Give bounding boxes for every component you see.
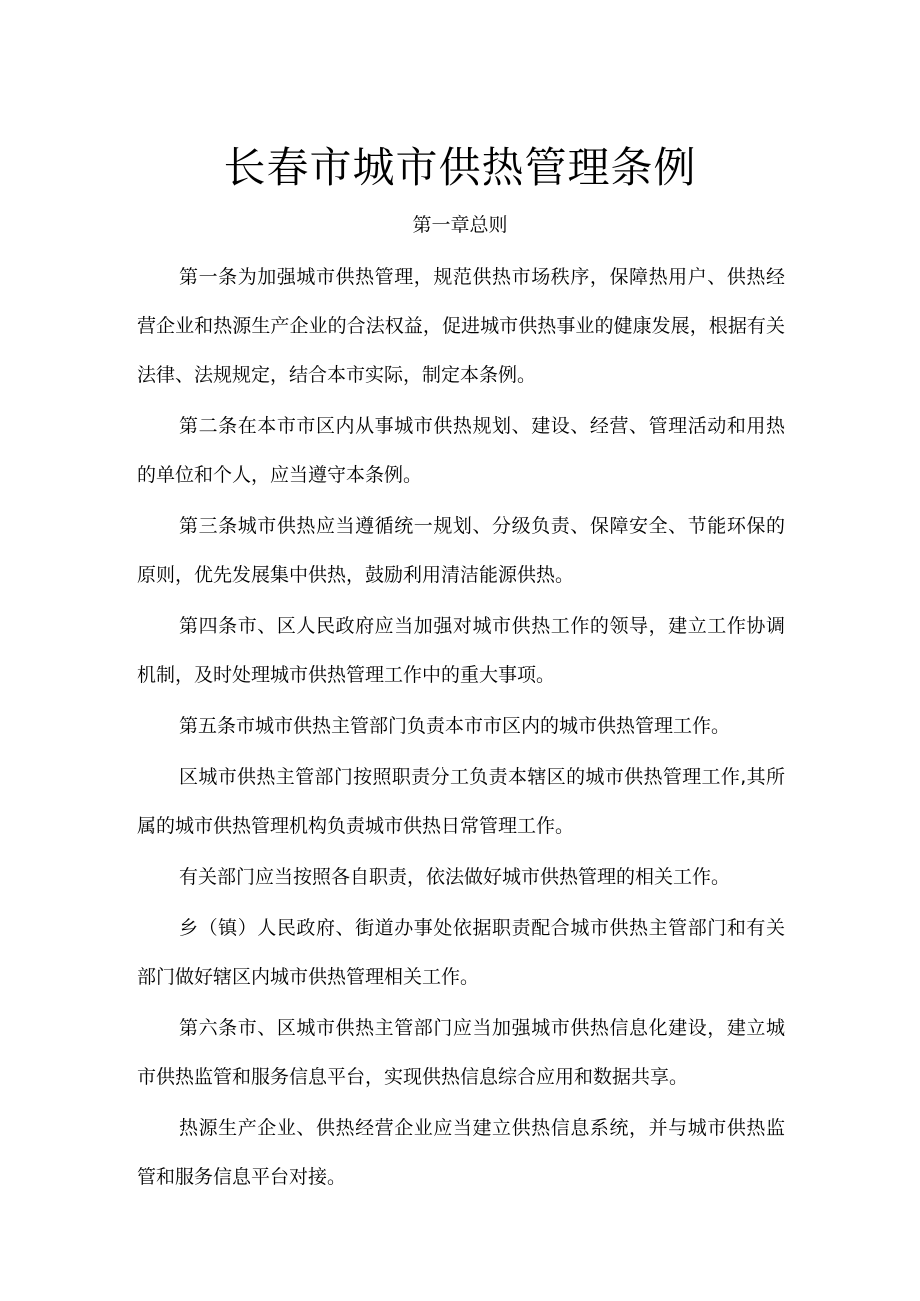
article-1-paragraph: 第一条为加强城市供热管理，规范供热市场秩序，保障热用户、供热经营企业和热源生产企业的合法权益，促进城市供热事业的健康发展，根据有关法律、法规规定，结合本市实际，制定本条例。 [137, 266, 785, 386]
article-3-paragraph: 第三条城市供热应当遵循统一规划、分级负责、保障安全、节能环保的原则，优先发展集中供热，鼓励利用清洁能源供热。 [137, 515, 785, 586]
article-5-district-paragraph: 区城市供热主管部门按照职责分工负责本辖区的城市供热管理工作,其所属的城市供热管理机构负责城市供热日常管理工作。 [137, 766, 785, 837]
article-6-system-paragraph: 热源生产企业、供热经营企业应当建立供热信息系统，并与城市供热监管和服务信息平台对接。 [137, 1117, 785, 1188]
article-5-paragraph: 第五条市城市供热主管部门负责本市市区内的城市供热管理工作。 [179, 715, 731, 737]
document-title: 长春市城市供热管理条例 [223, 143, 697, 192]
article-2-paragraph: 第二条在本市市区内从事城市供热规划、建设、经营、管理活动和用热的单位和个人，应当遵守本条例。 [137, 415, 785, 486]
document-body [137, 253, 785, 1204]
article-6-paragraph: 第六条市、区城市供热主管部门应当加强城市供热信息化建设，建立城市供热监管和服务信息平台，实现供热信息综合应用和数据共享。 [137, 1017, 785, 1088]
article-4-paragraph: 第四条市、区人民政府应当加强对城市供热工作的领导，建立工作协调机制，及时处理城市供热管理工作中的重大事项。 [137, 615, 785, 686]
article-5-departments-paragraph: 有关部门应当按照各自职责，依法做好城市供热管理的相关工作。 [179, 866, 731, 888]
chapter-heading: 第一章总则 [412, 214, 508, 236]
article-5-township-paragraph: 乡（镇）人民政府、街道办事处依据职责配合城市供热主管部门和有关部门做好辖区内城市供热管理相关工作。 [137, 917, 785, 988]
